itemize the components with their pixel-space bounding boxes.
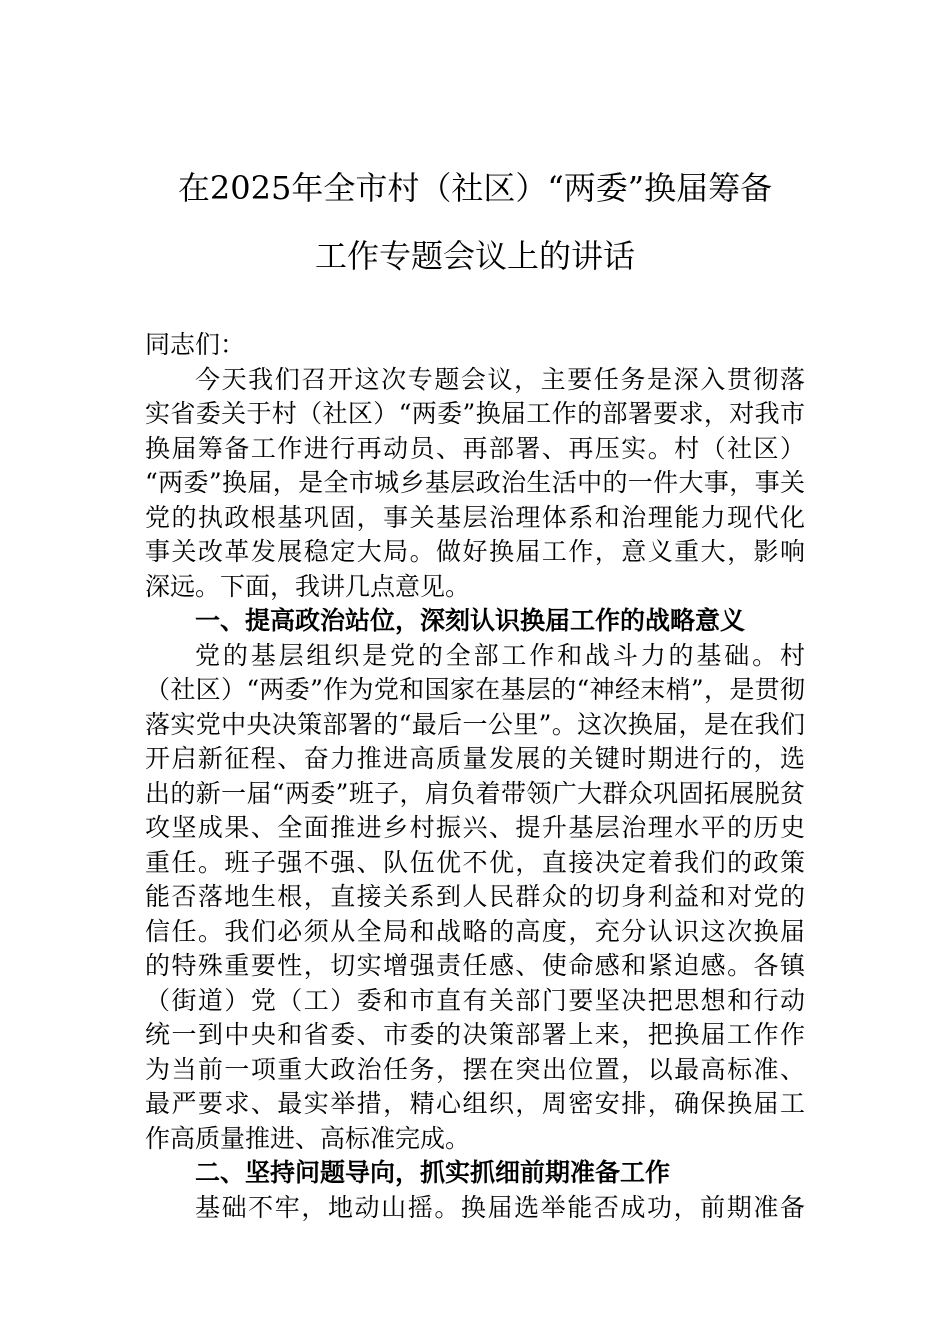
salutation: 同志们：	[145, 330, 246, 359]
document-title-line-2: 工作专题会议上的讲话	[314, 237, 635, 275]
paragraph-line: 最严要求、最实举措，精心组织，周密安排，确保换届工	[145, 1089, 805, 1118]
paragraph-line: （街道）党（工）委和市直有关部门要坚决把思想和行动	[145, 985, 805, 1015]
document-body	[145, 328, 805, 1225]
paragraph-line: 的特殊重要性，切实增强责任感、使命感和紧迫感。各镇	[145, 951, 805, 980]
paragraph-line: 统一到中央和省委、市委的决策部署上来，把换届工作作	[145, 1020, 805, 1049]
paragraph-line: （社区）“两委”作为党和国家在基层的“神经末梢”，是贯彻	[145, 675, 805, 704]
paragraph-line: 深远。下面，我讲几点意见。	[145, 571, 471, 601]
paragraph-line: “两委”换届，是全市城乡基层政治生活中的一件大事，事关	[145, 468, 805, 497]
paragraph-line: 重任。班子强不强、队伍优不优，直接决定着我们的政策	[145, 847, 805, 877]
paragraph-line: 信任。我们必须从全局和战略的高度，充分认识这次换届	[145, 916, 805, 946]
paragraph-line: 出的新一届“两委”班子，肩负着带领广大群众巩固拓展脱贫	[145, 778, 805, 808]
section-heading: 二、坚持问题导向，抓实抓细前期准备工作	[195, 1158, 671, 1187]
paragraph-line: 党的基层组织是党的全部工作和战斗力的基础。村	[195, 640, 805, 670]
paragraph-line: 为当前一项重大政治任务，摆在突出位置，以最高标准、	[145, 1054, 805, 1084]
document-title-line-1: 在2025年全市村（社区）“两委”换届筹备	[177, 169, 773, 207]
paragraph-line: 事关改革发展稳定大局。做好换届工作，意义重大，影响	[145, 537, 805, 566]
paragraph-line: 换届筹备工作进行再动员、再部署、再压实。村（社区）	[145, 433, 805, 463]
section-heading: 一、提高政治站位，深刻认识换届工作的战略意义	[195, 606, 746, 635]
paragraph-line: 实省委关于村（社区）“两委”换届工作的部署要求，对我市	[145, 399, 805, 428]
paragraph-line: 能否落地生根，直接关系到人民群众的切身利益和对党的	[145, 882, 805, 911]
paragraph-line: 落实党中央决策部署的“最后一公里”。这次换届，是在我们	[145, 709, 805, 739]
paragraph-line: 基础不牢，地动山摇。换届选举能否成功，前期准备	[195, 1192, 805, 1222]
paragraph-line: 党的执政根基巩固，事关基层治理体系和治理能力现代化	[145, 502, 805, 532]
paragraph-line: 开启新征程、奋力推进高质量发展的关键时期进行的，选	[145, 744, 805, 773]
paragraph-line: 攻坚成果、全面推进乡村振兴、提升基层治理水平的历史	[145, 813, 805, 842]
paragraph-line: 作高质量推进、高标准完成。	[145, 1123, 471, 1153]
paragraph-line: 今天我们召开这次专题会议，主要任务是深入贯彻落	[195, 364, 805, 394]
